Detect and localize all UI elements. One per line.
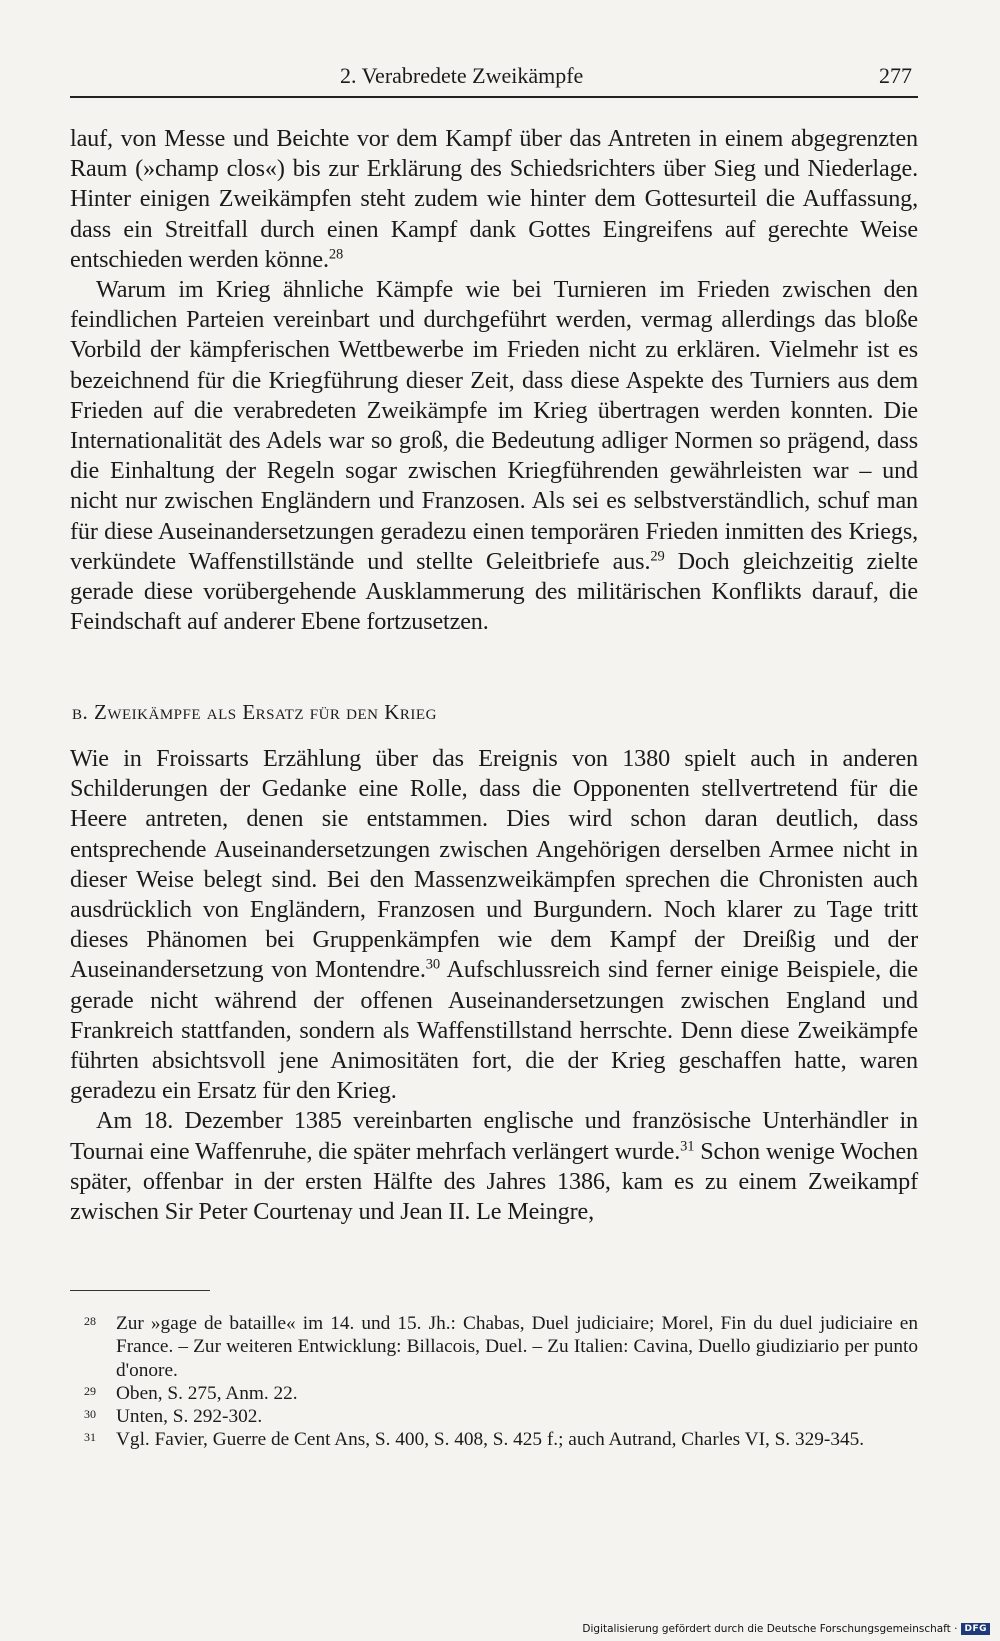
footnote-ref[interactable]: 28 (328, 246, 344, 263)
paragraph: Am 18. Dezember 1385 vereinbarten englische und französische Unterhändler in Tournai eine Waffenruhe, die später mehrfach verlängert wurde.$^{31}$ Schon wenige Wochen später, offenbar in der ersten Hälfte des Jahres 1386, kam es zu einem Zweikampf zwischen Sir Peter Courtenay und Jean II. Le Meingre, (70, 1107, 918, 1226)
credit-text: Digitalisierung gefördert durch die Deutsche Forschungsgemeinschaft · (582, 1623, 958, 1635)
body-text-upper (70, 124, 918, 637)
footnote-number: 28 (84, 1314, 96, 1328)
footnote-number: 29 (84, 1383, 96, 1398)
body-text-lower (70, 744, 918, 1227)
footnote-31 (70, 1428, 918, 1451)
running-header (70, 62, 918, 98)
footnote-text: Oben, S. 275, Anm. 22. (116, 1382, 298, 1404)
footnote-text: Vgl. Favier, Guerre de Cent Ans, S. 400, S. 408, S. 425 f.; auch Autrand, Charles VI, S. 329-345. (116, 1429, 865, 1451)
paragraph: Warum im Krieg ähnliche Kämpfe wie bei Turnieren im Frieden zwischen den feindlichen Parteien vereinbart und durchgeführt werden, vermag allerdings das bloße Vorbild der kämpferischen Wettbewerbe im Frieden nicht zu erklären. Vielmehr ist es bezeichnend für die Kriegführung dieser Zeit, dass diese Aspekte des Turniers aus dem Frieden auf die verabredeten Zweikämpfe im Krieg übertragen werden konnten. Die Internationalität des Adels war so groß, die Bedeutung adliger Normen so prägend, dass die Einhaltung der Regeln sogar zwischen Kriegführenden gewährleisten war – und nicht nur zwischen Engländern und Franzosen. Als sei es selbstverständlich, schuf man für diese Auseinandersetzungen geradezu einen temporären Frieden inmitten des Kriegs, verkündete Waffenstillstände und stellte Geleitbriefe aus.$^{29}$ Doch gleichzeitig zielte gerade diese vorübergehende Ausklammerung des militärischen Konflikts darauf, die Feindschaft auf anderer Ebene fortzusetzen. (70, 276, 918, 636)
footnote-text: Unten, S. 292-302. (116, 1406, 263, 1428)
footnote-ref[interactable]: 31 (680, 1137, 695, 1154)
digitization-credit (582, 1623, 990, 1635)
footnote-ref[interactable]: 30 (425, 956, 440, 973)
section-heading: b. Zweikämpfe als Ersatz für den Krieg (72, 700, 437, 724)
footnote-29 (70, 1382, 918, 1405)
footnote-divider (70, 1290, 210, 1291)
footnote-28 (70, 1312, 918, 1382)
paragraph: Wie in Froissarts Erzählung über das Ereignis von 1380 spielt auch in anderen Schilderungen der Gedanke eine Rolle, dass die Opponenten stellvertretend für die Heere antreten, denen sie entstammen. Dies wird schon daran deutlich, dass entsprechende Auseinandersetzungen zwischen Angehörigen derselben Armee nicht in dieser Weise belegt sind. Bei den Massenzweikämpfen sprechen die Chronisten auch ausdrücklich von Engländern, Franzosen und Burgundern. Noch klarer zu Tage tritt dieses Phänomen bei Gruppenkämpfen wie dem Kampf der Dreißig und der Auseinandersetzung von Montendre.$^{30}$ Aufschlussreich sind ferner einige Beispiele, die gerade nicht während der offenen Auseinandersetzungen zwischen England und Frankreich stattfanden, sondern als Waffenstillstand herrschte. Denn diese Zweikämpfe führten absichtsvoll jene Animositäten fort, die der Krieg geschaffen hatte, waren geradezu ein Ersatz für den Krieg. (70, 745, 918, 1105)
paragraph: lauf, von Messe und Beichte vor dem Kampf über das Antreten in einem abgegrenzten Raum (»champ clos«) bis zur Erklärung des Schiedsrichters über Sieg und Niederlage. Hinter einigen Zweikämpfen steht zudem wie hinter dem Gottesurteil die Auffassung, dass ein Streitfall durch einen Kampf dank Gottes Eingreifens auf gerechte Weise entschieden werden könne.$^{28}$ (70, 125, 918, 273)
running-title: 2. Verabredete Zweikämpfe (340, 63, 584, 88)
footnote-ref[interactable]: 29 (650, 548, 665, 565)
footnote-30 (70, 1405, 918, 1428)
footnote-text: Zur »gage de bataille« im 14. und 15. Jh.: Chabas, Duel judiciaire; Morel, Fin du duel judiciaire en France. – Zur weiteren Entwicklung: Billacois, Duel. – Zu Italien: Cavina, Duello giudiziario per punto d'onore. (116, 1313, 918, 1381)
page-number: 277 (879, 63, 912, 88)
dfg-logo-icon: DFG (961, 1623, 990, 1635)
footnote-number: 30 (84, 1407, 96, 1422)
footnotes (70, 1312, 918, 1452)
footnote-number: 31 (84, 1430, 96, 1445)
